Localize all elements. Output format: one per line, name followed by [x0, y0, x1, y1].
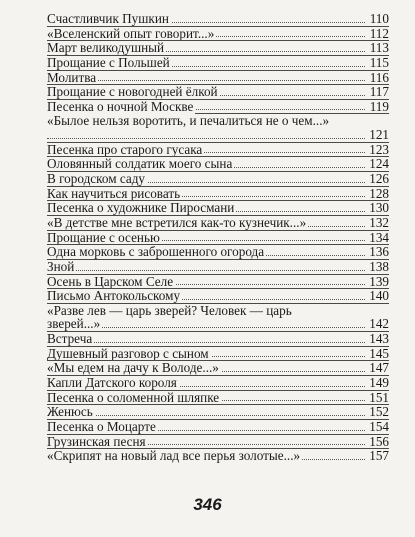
toc-entry-page: 115 — [365, 56, 389, 70]
toc-entry — [47, 41, 389, 55]
toc-entry-page: 154 — [365, 420, 389, 434]
toc-entry — [47, 435, 389, 449]
toc-entry-page: 128 — [365, 187, 389, 201]
toc-entry-page: 124 — [365, 157, 389, 171]
table-of-contents — [47, 12, 389, 463]
toc-entry-title: Оловянный солдатик моего сына — [47, 157, 233, 172]
toc-entry — [47, 245, 389, 259]
toc-entry — [47, 216, 389, 230]
toc-entry — [47, 376, 389, 390]
toc-entry-page: 126 — [365, 172, 389, 186]
toc-entry — [47, 347, 389, 361]
toc-entry-title: Счастливчик Пушкин — [47, 12, 169, 26]
toc-entry-page: 139 — [365, 275, 389, 289]
toc-entry-page: 123 — [365, 143, 389, 157]
toc-entry-page: 136 — [365, 245, 389, 259]
toc-entry — [47, 56, 389, 70]
toc-entry — [47, 71, 389, 85]
toc-entry-title: Письмо Антокольскому — [47, 289, 181, 303]
toc-entry-title: Песенка о соломенной шляпке — [47, 390, 220, 405]
toc-entry — [47, 85, 389, 99]
toc-entry-title: Молитва — [47, 70, 97, 85]
toc-entry — [47, 201, 389, 215]
toc-entry-title: Прощание с новогодней ёлкой — [47, 85, 218, 99]
toc-entry — [47, 12, 389, 26]
toc-entry-page: 156 — [365, 435, 389, 449]
toc-entry — [47, 449, 389, 463]
toc-entry-page: 110 — [365, 12, 389, 26]
toc-entry-page: 152 — [365, 405, 389, 419]
toc-entry — [47, 114, 389, 141]
toc-entry-page: 119 — [365, 100, 389, 114]
toc-entry-title: Песенка о ночной Москве — [47, 99, 194, 114]
toc-entry — [47, 361, 389, 375]
toc-entry-page: 130 — [365, 201, 389, 215]
toc-entry-page: 143 — [365, 332, 389, 346]
toc-entry — [47, 172, 389, 186]
toc-entry — [47, 391, 389, 405]
toc-entry-title: Песенка о Моцарте — [47, 419, 156, 434]
toc-entry-title: «Скрипят на новый лад все перья золотые...» — [47, 449, 301, 463]
toc-entry-title: Песенка про старого гусака — [47, 142, 203, 157]
toc-entry — [47, 231, 389, 245]
toc-entry-title: Как научиться рисовать — [47, 186, 181, 201]
toc-entry — [47, 275, 389, 289]
toc-entry-page: 142 — [365, 317, 389, 331]
toc-entry-title: Песенка о художнике Пиросмани — [47, 201, 235, 215]
toc-entry-title: Прощание с Польшей — [47, 55, 170, 70]
toc-entry — [47, 420, 389, 434]
toc-entry-page: 157 — [365, 449, 389, 463]
toc-entry-title: «Вселенский опыт говорит...» — [47, 26, 215, 41]
toc-entry — [47, 289, 389, 303]
toc-entry-title: В городском саду — [47, 172, 146, 186]
toc-entry-title: Капли Датского короля — [47, 376, 177, 390]
toc-entry-page: 112 — [365, 27, 389, 41]
toc-entry — [47, 100, 389, 114]
toc-entry — [47, 405, 389, 419]
toc-entry-page: 149 — [365, 376, 389, 390]
toc-entry — [47, 157, 389, 171]
toc-entry — [47, 27, 389, 41]
toc-entry-page: 151 — [365, 391, 389, 405]
toc-entry-page: 140 — [365, 289, 389, 303]
toc-entry-title: Зной — [47, 259, 75, 274]
toc-entry-page: 121 — [365, 128, 389, 142]
toc-entry-title: Женюсь — [47, 405, 93, 419]
toc-entry-title: Встреча — [47, 332, 93, 346]
toc-entry-title: Одна морковь с заброшенного огорода — [47, 245, 265, 259]
toc-entry-title: Грузинская песня — [47, 434, 146, 449]
toc-entry-page: 134 — [365, 231, 389, 245]
page-number: 346 — [193, 495, 222, 514]
toc-entry-page: 113 — [365, 41, 389, 55]
toc-entry-title: Март великодушный — [47, 41, 165, 55]
toc-entry-title: Прощание с осенью — [47, 230, 160, 245]
toc-entry-title: «Мы едем на дачу к Володе...» — [47, 361, 219, 376]
toc-entry-title: «Былое нельзя воротить, и печалиться не о чем...» — [47, 114, 330, 129]
toc-entry-page: 132 — [365, 216, 389, 230]
toc-entry-page: 138 — [365, 260, 389, 274]
toc-entry — [47, 332, 389, 346]
toc-entry — [47, 143, 389, 157]
toc-entry-title: «Разве лев — царь зверей? Человек — царь зверей...» — [47, 303, 292, 332]
toc-entry-page: 116 — [365, 71, 389, 85]
toc-entry-page: 117 — [365, 85, 389, 99]
toc-entry-page: 145 — [365, 347, 389, 361]
toc-entry-title: «В детстве мне встретился как-то кузнечик...» — [47, 215, 307, 230]
toc-entry — [47, 187, 389, 201]
toc-entry — [47, 304, 389, 331]
toc-entry-title: Душевный разговор с сыном — [47, 346, 209, 361]
toc-entry — [47, 260, 389, 274]
toc-entry-page: 147 — [365, 361, 389, 375]
toc-entry-title: Осень в Царском Селе — [47, 274, 174, 289]
